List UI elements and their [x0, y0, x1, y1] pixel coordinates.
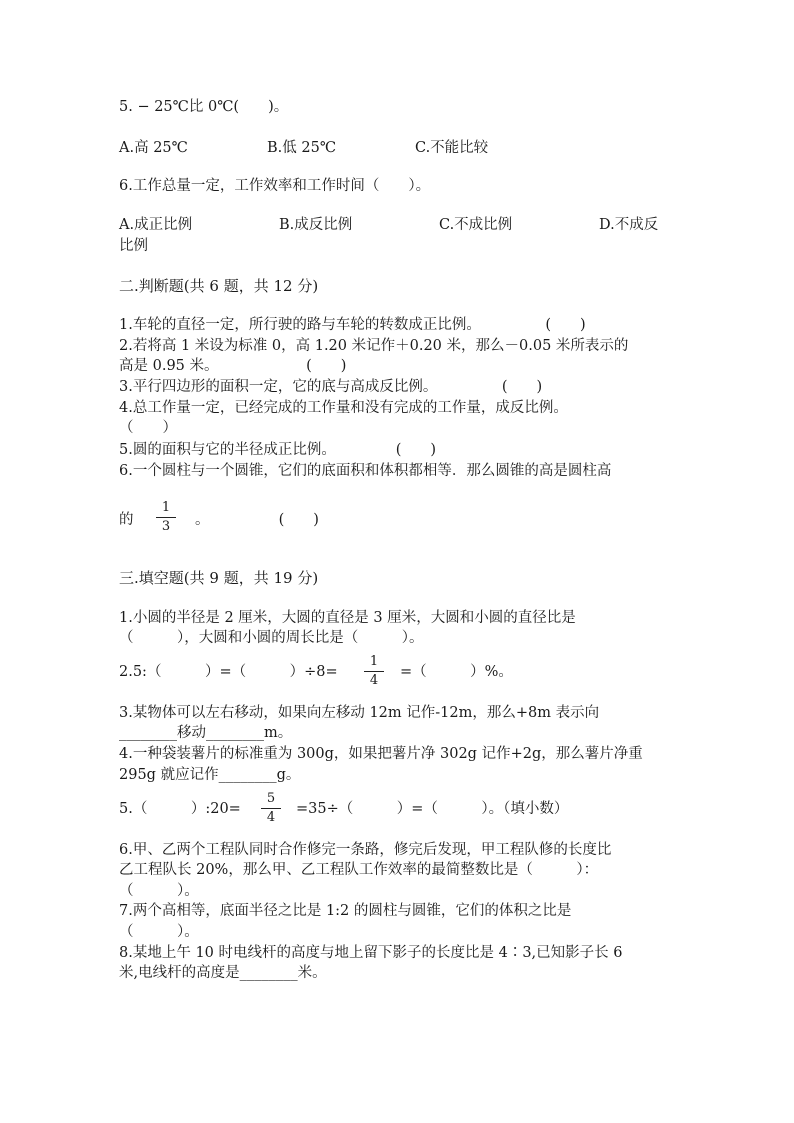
question-5-stem: 5. − 25℃比 0℃( )。	[119, 99, 289, 115]
fill-q1-line-1: 1.小圆的半径是 2 厘米，大圆的直径是 3 厘米，大圆和小圆的直径比是	[119, 610, 576, 626]
fill-q6-line-2: 乙工程队长 20%，那么甲、乙工程队工作效率的最简整数比是（ ）：	[119, 862, 599, 878]
judge-line-1: 1.车轮的直径一定，所行驶的路与车轮的转数成正比例。 ( )	[119, 317, 586, 333]
q5-option-a: A.高 25℃	[119, 140, 188, 156]
fill-q7-line-1: 7.两个高相等，底面半径之比是 1:2 的圆柱与圆锥，它们的体积之比是	[119, 903, 572, 919]
q5-option-c: C.不能比较	[415, 140, 489, 156]
fill-q4-line-1: 4.一种袋装薯片的标准重为 300g，如果把薯片净 302g 记作+2g，那么薯片净重	[119, 746, 643, 762]
fill-q7-line-2: （ ）。	[119, 924, 199, 940]
q6-option-c: C.不成比例	[439, 217, 513, 233]
fill-q6-line-3: （ ）。	[119, 883, 199, 899]
fraction-one-third: 1 3	[156, 500, 176, 535]
judge-line-5: 4.总工作量一定，已经完成的工作量和没有完成的工作量，成反比例。	[119, 400, 568, 416]
judge-line-2: 2.若将高 1 米设为标准 0，高 1.20 米记作＋0.20 米，那么－0.05 米所表示的	[119, 338, 629, 354]
fill-q2-part-2: =（ ）%。	[400, 664, 513, 680]
fraction-five-quarters: 5 4	[261, 791, 281, 826]
fill-q2-part-1: 2.5:（ ）=（ ）÷8=	[119, 664, 338, 680]
fill-q5-part-1: 5.（ ）:20=	[119, 801, 241, 817]
q6-option-d-wrap: 比例	[119, 238, 148, 254]
judge-line-6: （ ）	[119, 420, 177, 436]
fill-q8-line-1: 8.某地上午 10 时电线杆的高度与地上留下影子的长度比是 4∶3,已知影子长 6	[119, 945, 623, 961]
fill-q8-line-2: 米,电线杆的高度是________米。	[119, 965, 327, 981]
judge-line-3: 高是 0.95 米。 ( )	[119, 358, 347, 374]
fraction-one-quarter: 1 4	[364, 654, 384, 689]
fill-q1-line-2: （ ），大圆和小圆的周长比是（ ）。	[119, 630, 424, 646]
q5-option-b: B.低 25℃	[267, 140, 337, 156]
judge-line-8: 6.一个圆柱与一个圆锥，它们的底面积和体积都相等．那么圆锥的高是圆柱高	[119, 463, 612, 479]
q6-option-d: D.不成反	[599, 217, 659, 233]
section-2-title: 二.判断题(共 6 题，共 12 分)	[119, 277, 319, 295]
judge-q6-prefix: 的	[119, 512, 134, 528]
judge-line-7: 5.圆的面积与它的半径成正比例。 ( )	[119, 442, 437, 458]
q6-option-a: A.成正比例	[119, 217, 193, 233]
question-6-stem: 6.工作总量一定，工作效率和工作时间（ ）。	[119, 178, 431, 194]
fill-q4-line-2: 295g 就应记作________g。	[119, 767, 301, 783]
fill-q5-part-2: =35÷（ ）=（ ）。（填小数）	[296, 801, 569, 817]
fill-q3-line-1: 3.某物体可以左右移动，如果向左移动 12m 记作-12m，那么+8m 表示向	[119, 705, 600, 721]
section-3-title: 三.填空题(共 9 题，共 19 分)	[119, 569, 319, 587]
fill-q3-line-2: ________移动________m。	[119, 725, 293, 741]
judge-q6-suffix: 。 ( )	[195, 512, 319, 528]
fill-q6-line-1: 6.甲、乙两个工程队同时合作修完一条路，修完后发现，甲工程队修的长度比	[119, 842, 612, 858]
q6-option-b: B.成反比例	[279, 217, 353, 233]
judge-line-4: 3.平行四边形的面积一定，它的底与高成反比例。 ( )	[119, 379, 543, 395]
